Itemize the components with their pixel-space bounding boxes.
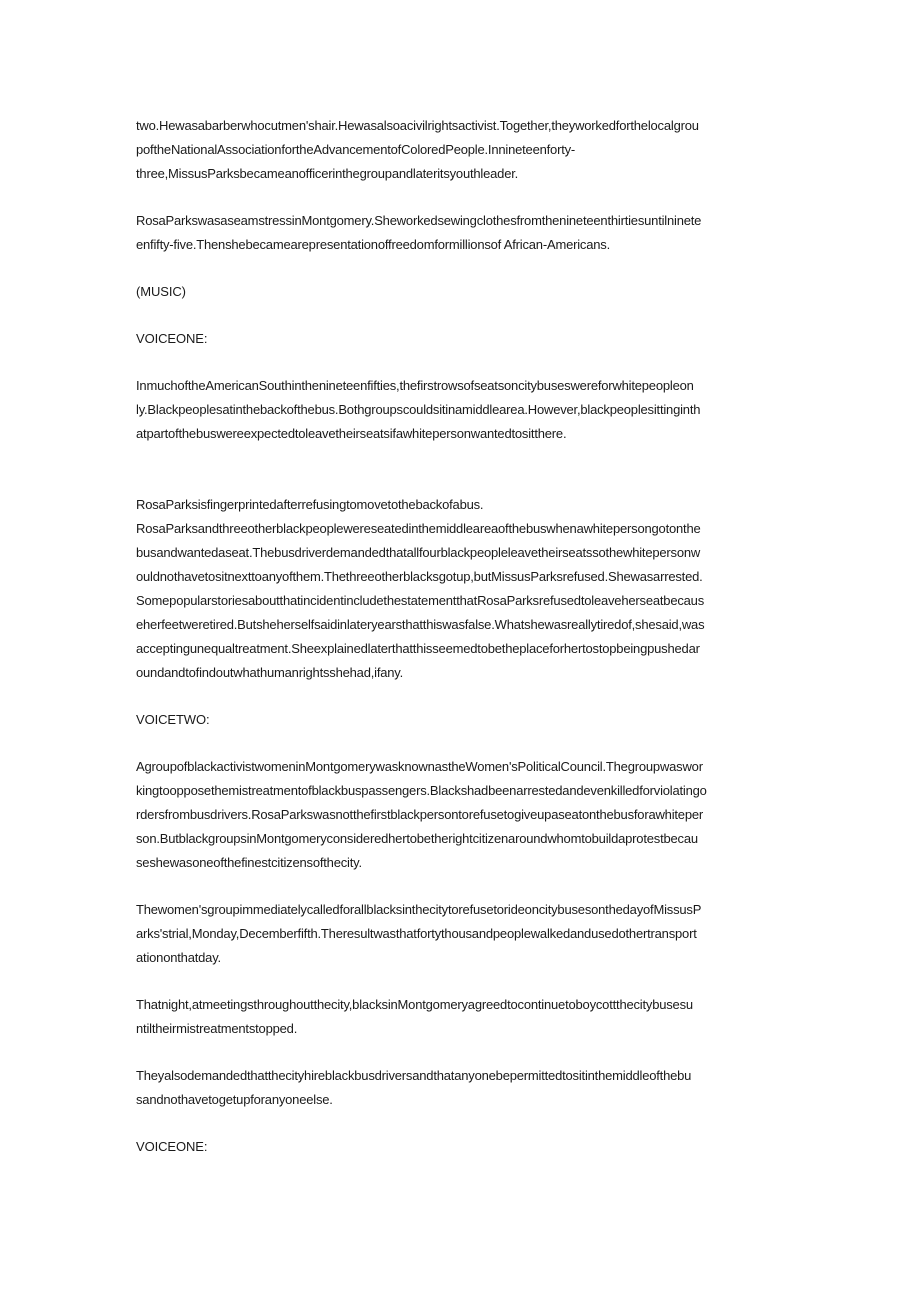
text-line: ouldnothavetositnexttoanyofthem.Thethreeotherblacksgotup,butMissusParksrefused.Shewasarrested.	[136, 569, 703, 584]
text-line: busandwantedaseat.Thebusdriverdemandedthatallfourblackpeopleleavetheirseatssothewhitepersonw	[136, 545, 701, 560]
paragraph	[136, 898, 786, 970]
text-line: enfifty-five.Thenshebecamearepresentationoffreedomformillionsof African-Americans.	[136, 237, 610, 252]
speaker-label: (MUSIC)	[136, 284, 186, 299]
paragraph	[136, 493, 786, 685]
paragraph	[136, 209, 786, 257]
paragraph	[136, 114, 786, 186]
text-line: three,MissusParksbecameanofficerinthegroupandlateritsyouthleader.	[136, 166, 519, 181]
text-line: InmuchoftheAmericanSouthinthenineteenfifties,thefirstrowsofseatsoncitybuseswereforwhitepeopleon	[136, 378, 694, 393]
text-line: ntiltheirmistreatmentstopped.	[136, 1021, 298, 1036]
text-line: two.Hewasabarberwhocutmen'shair.Hewasalsoacivilrightsactivist.Together,theyworkedforthelocalgrou	[136, 118, 699, 133]
text-line: sandnothavetogetupforanyoneelse.	[136, 1092, 333, 1107]
text-line: arks'strial,Monday,Decemberfifth.Theresultwasthatfortythousandpeoplewalkedandusedothertransport	[136, 926, 697, 941]
text-line: ly.Blackpeoplesatinthebackofthebus.Bothgroupscouldsitinamiddlearea.However,blackpeoplesittinginth	[136, 402, 701, 417]
speaker-label: VOICETWO:	[136, 712, 210, 727]
text-line: Thewomen'sgroupimmediatelycalledforallblacksinthecitytorefusetorideoncitybusesonthedayofMissusP	[136, 902, 702, 917]
text-line: acceptingunequaltreatment.Sheexplainedlaterthatthisseemedtobetheplaceforhertostopbeingpushedar	[136, 641, 700, 656]
speaker-label: VOICEONE:	[136, 331, 208, 346]
text-line: RosaParkswasaseamstressinMontgomery.Sheworkedsewingclothesfromthenineteenthirtiesuntilninete	[136, 213, 702, 228]
text-line: RosaParksandthreeotherblackpeoplewereseatedinthemiddleareaofthebuswhenawhitepersongotonthe	[136, 521, 701, 536]
text-line: kingtoopposethemistreatmentofblackbuspassengers.Blackshadbeenarrestedandevenkilledforviolatingo	[136, 783, 707, 798]
text-line: son.ButblackgroupsinMontgomeryconsideredhertobetherightcitizenaroundwhomtobuildaprotestbecau	[136, 831, 698, 846]
text-line: Theyalsodemandedthatthecityhireblackbusdriversandthatanyonebepermittedtositinthemiddleofthebu	[136, 1068, 692, 1083]
document-page	[136, 114, 786, 1182]
text-line: rdersfrombusdrivers.RosaParkswasnotthefirstblackpersontorefusetogiveupaseatonthebusforawhiteper	[136, 807, 704, 822]
text-line: Thatnight,atmeetingsthroughoutthecity,blacksinMontgomeryagreedtocontinuetoboycottthecitybusesu	[136, 997, 693, 1012]
text-line: atpartofthebuswereexpectedtoleavetheirseatsifawhitepersonwantedtositthere.	[136, 426, 567, 441]
text-line: RosaParksisfingerprintedafterrefusingtomovetothebackofabus.	[136, 497, 484, 512]
paragraph	[136, 755, 786, 875]
paragraph	[136, 374, 786, 446]
text-line: ationonthatday.	[136, 950, 221, 965]
text-line: seshewasoneofthefinestcitizensofthecity.	[136, 855, 362, 870]
text-line: oundandtofindoutwhathumanrightsshehad,ifany.	[136, 665, 404, 680]
text-line: poftheNationalAssociationfortheAdvancementofColoredPeople.Innineteenforty-	[136, 142, 576, 157]
speaker-label: VOICEONE:	[136, 1139, 208, 1154]
text-line: AgroupofblackactivistwomeninMontgomerywasknownastheWomen'sPoliticalCouncil.Thegroupwaswor	[136, 759, 703, 774]
text-line: SomepopularstoriesaboutthatincidentincludethestatementthatRosaParksrefusedtoleaveherseatbecaus	[136, 593, 705, 608]
text-line: eherfeetweretired.Butsheherselfsaidinlateryearsthatthiswasfalse.Whatshewasreallytiredof,shesaid,was	[136, 617, 705, 632]
paragraph	[136, 1064, 786, 1112]
paragraph	[136, 993, 786, 1041]
